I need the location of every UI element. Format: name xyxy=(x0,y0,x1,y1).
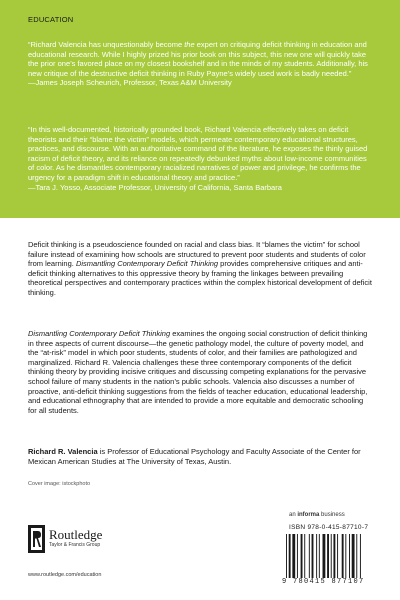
business-suffix: business xyxy=(319,512,345,518)
quote-1-emphasis: the xyxy=(184,40,195,49)
description-paragraph-1 xyxy=(28,240,374,298)
quote-1-attribution: —James Joseph Scheurich, Professor, Texas A&M University xyxy=(28,78,232,88)
desc-1-text-b: provides comprehensive critiques and anti-deficit thinking alternatives to this oppressive theory by framing the linkages between prevailing theoretical perspectives and contemporary practices within the complex historical development of deficit thinking. xyxy=(28,259,372,297)
desc-2-text: examines the ongoing social construction of deficit thinking in three aspects of current discourse—the genetic pathology model, the culture of poverty model, and the “at-risk” model in which poor students, students of color, and their families are pathologized and marginalized. Richard R. Valencia challenges these three contemporary components of the deficit thinking theory by providing incisive critiques and discussing competing explanations for the pervasive school failure of many students in the nation’s public schools. Valencia also discusses a number of proactive, anti-deficit thinking suggestions from the fields of teacher education, educational leadership, and educational ethnography that are intended to provide a more equitable and democratic schooling for all students. xyxy=(28,329,368,415)
desc-1-book-title: Dismantling Contemporary Deficit Thinking xyxy=(75,259,219,269)
publisher-logo xyxy=(28,525,148,569)
category-label: EDUCATION xyxy=(28,15,74,24)
endorsement-quote-1 xyxy=(28,40,374,88)
author-bio-text: is Professor of Educational Psychology and Faculty Associate of the Center for Mexican American Studies at The University of Texas, Austin. xyxy=(28,447,361,466)
cover-image-credit: Cover image: istockphoto xyxy=(28,481,91,487)
desc-1-text-a: Deficit thinking is a pseudoscience founded on racial and class bias. It “blames the victim” for school failure instead of examining how schools are structured to prevent poor students and students of color from learning. xyxy=(28,240,366,269)
quote-1-text-b: expert on critiquing deficit thinking in education and educational research. While I highly prized his prior book on this subject, this new one will quickly take the prior one’s favored place on my closest bookshelf and in the minds of my students. Additionally, his new critique of the destructive deficit thinking in Ruby Payne’s widely used work is badly needed.” xyxy=(28,40,368,78)
quote-2-attribution: —Tara J. Yosso, Associate Professor, University of California, Santa Barbara xyxy=(28,182,282,192)
publisher-name: Routledge xyxy=(49,527,103,542)
business-brand: informa xyxy=(297,512,320,518)
author-bio xyxy=(28,447,374,466)
informa-business-note xyxy=(289,512,345,518)
author-name: Richard R. Valencia xyxy=(28,447,98,456)
business-prefix: an xyxy=(289,512,298,518)
isbn-label: ISBN 978-0-415-87710-7 xyxy=(289,524,369,531)
publisher-website[interactable]: www.routledge.com/education xyxy=(28,572,102,578)
barcode-icon xyxy=(285,534,375,578)
desc-2-book-title: Dismantling Contemporary Deficit Thinking xyxy=(28,329,171,338)
quote-1-text-a: “Richard Valencia has unquestionably become xyxy=(28,40,185,49)
endorsement-quote-2 xyxy=(28,125,374,192)
description-paragraph-2 xyxy=(28,329,374,415)
quote-2-text: “In this well-documented, historically grounded book, Richard Valencia effectively takes on deficit theorists and their “blame the victim” models, which permeate contemporary educational structures, practices, and discourse. With an authoritative command of the literature, he exposes the thinly guised racism of deficit theory, and its reliance on repeatedly debunked myths about low-income communities of color. As he dismantles contemporary racialized narratives of power and privilege, he confirms the urgency for a paradigm shift in educational theory and practice.” xyxy=(28,125,368,182)
routledge-logo-icon xyxy=(28,525,45,553)
barcode-number: 9 780415 877107 xyxy=(282,578,365,586)
publisher-group: Taylor & Francis Group xyxy=(49,542,101,548)
